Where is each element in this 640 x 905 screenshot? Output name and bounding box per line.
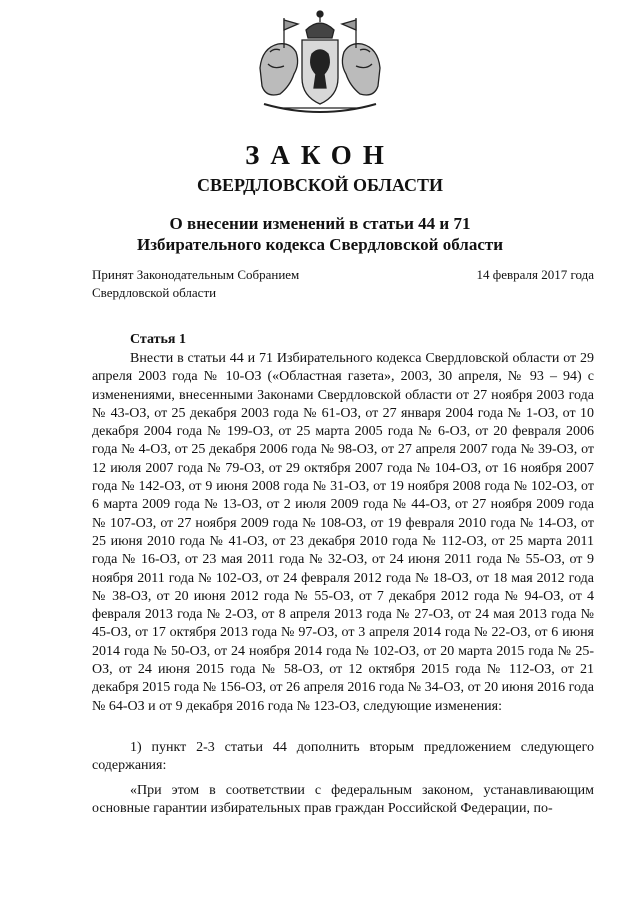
article-paragraph-1: Внести в статьи 44 и 71 Избирательного кодекса Свердловской области от 29 апреля 2003 года № 10-ОЗ («Областная газета», 2003, 30 апреля, № 93 – 94) с изменениями, внесенными Законами Свердловской области от 27 ноября 2003 года № 43-ОЗ, от 25 декабря 2003 года № 61-ОЗ, от 27 января 2004 года № 1-ОЗ, от 10 декабря 2004 года № 199-ОЗ, от 25 марта 2005 года № 6-ОЗ, от 20 февраля 2006 года № 4-ОЗ, от 25 декабря 2006 года № 98-ОЗ, от 27 апреля 2007 года № 39-ОЗ, от 12 июля 2007 года № 79-ОЗ, от 29 октября 2007 года № 104-ОЗ, от 16 ноября 2007 года № 142-ОЗ, от 9 июня 2008 года № 31-ОЗ, от 19 ноября 2008 года № 102-ОЗ, от 6 марта 2009 года № 13-ОЗ, от 2 июля 2009 года № 44-ОЗ, от 27 ноября 2009 года № 107-ОЗ, от 27 ноября 2009 года № 108-ОЗ, от 19 февраля 2010 года № 14-ОЗ, от 25 июня 2010 года № 41-ОЗ, от 23 декабря 2010 года № 112-ОЗ, от 25 марта 2011 года № 16-ОЗ, от 23 мая 2011 года № 32-ОЗ, от 24 июня 2011 года № 55-ОЗ, от 9 ноября 2011 года № 102-ОЗ, от 24 февраля 2012 года № 18-ОЗ, от 18 мая 2012 года № 38-ОЗ, от 20 июня 2012 года № 55-ОЗ, от 7 декабря 2012 года № 94-ОЗ, от 4 февраля 2013 года № 2-ОЗ, от 8 апреля 2013 года № 27-ОЗ, от 24 мая 2013 года № 45-ОЗ, от 17 октября 2013 года № 97-ОЗ, от 3 апреля 2014 года № 22-ОЗ, от 6 июня 2014 года № 50-ОЗ, от 24 ноября 2014 года № 102-ОЗ, от 20 марта 2015 года № 25-ОЗ, от 24 июня 2015 года № 58-ОЗ, от 12 октября 2015 года № 112-ОЗ, от 21 декабря 2015 года № 156-ОЗ, от 26 апреля 2016 года № 34-ОЗ, от 20 июня 2016 года № 64-ОЗ и от 9 декабря 2016 года № 123-ОЗ, следующие изменения:	[92, 351, 594, 714]
region-title: СВЕРДЛОВСКОЙ ОБЛАСТИ	[197, 175, 443, 195]
adoption-date: 14 февраля 2017 года	[476, 267, 594, 282]
adoption-line-1: Принят Законодательным Собранием	[92, 267, 300, 282]
law-title: ЗАКОН	[245, 140, 395, 170]
adoption-body	[92, 266, 299, 302]
article-heading: Статья 1	[130, 332, 186, 347]
law-subject	[0, 213, 640, 255]
adoption-line-2: Свердловской области	[92, 285, 217, 300]
article-paragraph-3: «При этом в соответствии с федеральным законом, устанавливающим основные гарантии избирательных прав граждан Российской Федерации, по-	[92, 783, 594, 816]
article-paragraph-2: 1) пункт 2-3 статьи 44 дополнить вторым предложением следующего содержания:	[92, 740, 594, 773]
law-subject-line-1: О внесении изменений в статьи 44 и 71	[169, 214, 471, 233]
law-subject-line-2: Избирательного кодекса Свердловской области	[136, 235, 504, 254]
coat-of-arms-emblem	[240, 8, 400, 120]
